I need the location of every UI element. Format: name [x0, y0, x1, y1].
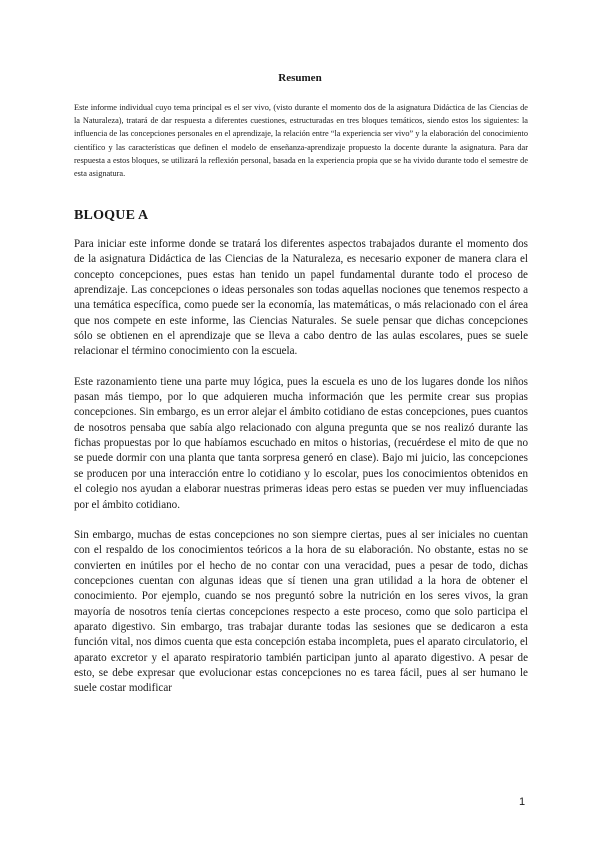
- abstract-title: Resumen: [278, 72, 322, 84]
- abstract-text: Este informe individual cuyo tema principal es el ser vivo, (visto durante el momento dos de la asignatura Didáctica de las Ciencias de la Naturaleza), tratará de dar respuesta a diferentes cuestiones, estructuradas en tres bloques temáticos, siendo estos los siguientes: la influencia de las concepciones personales en el aprendizaje, la relación entre “la experiencia ser vivo” y la elaboración del conocimiento científico y las características que definen el modelo de enseñanza-aprendizaje propuesto la docente durante la asignatura. Para dar respuesta a estos bloques, se utilizará la reflexión personal, basada en la experiencia propia que se ha vivido durante todo el semestre de esta asignatura.: [74, 103, 528, 179]
- body-paragraph: Para iniciar este informe donde se tratará los diferentes aspectos trabajados durante el momento dos de la asignatura Didáctica de las Ciencias de la Naturaleza, es necesario exponer de manera clara el concepto concepciones, pues estas han tenido un papel fundamental durante todo el proceso de aprendizaje. Las concepciones o ideas personales son todas aquellas nociones que tenemos respecto a una temática específica, como puede ser la economía, las matemáticas, o más relacionado con el área que nos compete en este informe, las Ciencias Naturales. Se suele pensar que dichas concepciones sólo se obtienen en el aprendizaje que se lleva a cabo dentro de las aulas escolares, pues se suele relacionar el término conocimiento con la escuela.: [74, 238, 528, 358]
- page-number: 1: [519, 796, 526, 808]
- section-heading: BLOQUE A: [74, 208, 149, 223]
- body-paragraph: Este razonamiento tiene una parte muy lógica, pues la escuela es uno de los lugares donde los niños pasan más tiempo, por lo que adquieren mucha información que les permite crear sus propias concepciones. Sin embargo, es un error alejar el ámbito cotidiano de estas concepciones, pues cuantos de nosotros pensaba que sabía algo relacionado con alguna pregunta que se nos realizó durante las fichas propuestas por lo que habíamos escuchado en mitos o historias, (recuérdese el mito de que no se puede dormir con una planta que tanta sorpresa generó en clase). Bajo mi juicio, las concepciones se producen por una interacción entre lo cotidiano y lo escolar, pues los conocimientos obtenidos en el colegio nos ayudan a elaborar nuestras primeras ideas pero estas se pueden ver muy influenciadas por el ámbito cotidiano.: [74, 375, 528, 511]
- body-text: [74, 237, 528, 712]
- body-paragraph: Sin embargo, muchas de estas concepciones no son siempre ciertas, pues al ser iniciales no cuentan con el respaldo de los conocimientos teóricos a la hora de su elaboración. No obstante, estas no se convierten en inútiles por el hecho de no contar con una veracidad, pues a pesar de todo, dichas concepciones cuentan con algunas ideas que sí tienen una gran utilidad a la hora de obtener el conocimiento. Por ejemplo, cuando se nos preguntó sobre la nutrición en los seres vivos, la gran mayoría de nosotros tenía ciertas concepciones respecto a este proceso, como que solo participa el aparato digestivo. Sin embargo, tras trabajar durante todas las sesiones que se dedicaron a esta función vital, nos dimos cuenta que esta concepción estaba incompleta, pues el aparato circulatorio, el aparato excretor y el aparato respiratorio también participan junto al aparato digestivo. A pesar de esto, se debe expresar que evolucionar estas concepciones no es tarea fácil, pues al ser humano le suele costar modificar: [74, 528, 528, 695]
